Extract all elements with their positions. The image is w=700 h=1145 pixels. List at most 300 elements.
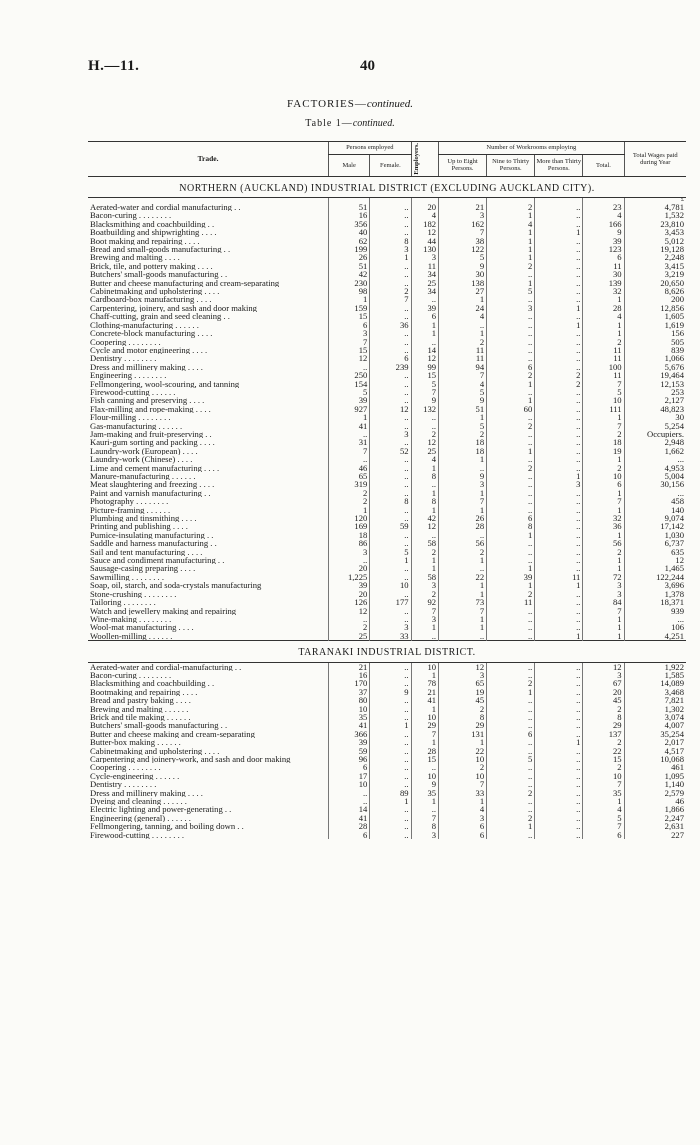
male-cell: .. — [329, 556, 370, 564]
employers-cell: 1 — [411, 489, 438, 497]
up-to-eight-cell: 24 — [439, 304, 487, 312]
up-to-eight-cell: 6 — [439, 831, 487, 839]
wages-cell: 18,371 — [624, 598, 686, 606]
nine-to-thirty-cell: 1 — [487, 279, 535, 287]
table-row — [88, 211, 686, 219]
total-cell: 8 — [583, 713, 624, 721]
table-row — [88, 279, 686, 287]
male-cell: 1 — [329, 295, 370, 303]
wages-cell: 19,464 — [624, 371, 686, 379]
up-to-eight-cell: 7 — [439, 371, 487, 379]
female-cell: .. — [370, 228, 411, 236]
wages-cell: 2,631 — [624, 822, 686, 830]
more-than-thirty-cell: .. — [535, 237, 583, 245]
table-row — [88, 531, 686, 539]
more-than-thirty-cell: .. — [535, 721, 583, 729]
employers-cell: 1 — [411, 738, 438, 746]
up-to-eight-cell: 2 — [439, 338, 487, 346]
nine-to-thirty-cell: .. — [487, 623, 535, 631]
page-number: 40 — [360, 58, 375, 74]
more-than-thirty-cell: 2 — [535, 371, 583, 379]
table-row — [88, 747, 686, 755]
wages-cell: 461 — [624, 763, 686, 771]
table-row — [88, 371, 686, 379]
female-cell: 33 — [370, 632, 411, 641]
workrooms-header: Number of Workrooms employing — [439, 142, 625, 155]
trade-cell: Flour-milling . . . . . . . . — [90, 413, 171, 422]
male-cell: 1 — [329, 413, 370, 421]
wages-cell: 1,302 — [624, 705, 686, 713]
wages-cell: 5,012 — [624, 237, 686, 245]
up-to-eight-cell: 2 — [439, 763, 487, 771]
trade-cell: Tailoring . . . . . . . . — [90, 598, 156, 607]
nine-to-thirty-cell: .. — [487, 662, 535, 671]
employers-cell: 1 — [411, 797, 438, 805]
total-cell: 56 — [583, 539, 624, 547]
table-row — [88, 312, 686, 320]
nine-to-thirty-cell: .. — [487, 615, 535, 623]
more-than-thirty-cell: .. — [535, 396, 583, 404]
employers-cell: 25 — [411, 447, 438, 455]
up-to-eight-cell: 22 — [439, 747, 487, 755]
trade-cell: Cycle-engineering . . . . . . — [90, 771, 180, 781]
total-cell: 5 — [583, 388, 624, 396]
nine-to-thirty-cell: 5 — [487, 287, 535, 295]
total-cell: 123 — [583, 245, 624, 253]
total-header: Total. — [583, 154, 624, 176]
nine-to-thirty-cell: 39 — [487, 573, 535, 581]
more-than-thirty-cell: .. — [535, 671, 583, 679]
up-to-eight-cell: 12 — [439, 662, 487, 671]
female-cell: 1 — [370, 253, 411, 261]
total-cell: 9 — [583, 228, 624, 236]
table-row — [88, 581, 686, 589]
trade-cell: Bread and pastry baking . . . . — [90, 696, 191, 705]
employers-cell: .. — [411, 338, 438, 346]
trade-cell: Photography . . . . . . . . — [90, 497, 169, 506]
trade-cell: Sawmilling . . . . . . . . — [90, 572, 165, 582]
more-than-thirty-cell: .. — [535, 363, 583, 371]
more-than-thirty-cell: .. — [535, 679, 583, 687]
wages-cell: 1,619 — [624, 321, 686, 329]
trade-cell: Dyeing and cleaning . . . . . . — [90, 797, 187, 806]
nine-to-thirty-cell: 6 — [487, 514, 535, 522]
total-cell: 2 — [583, 738, 624, 746]
nine-to-thirty-cell: 11 — [487, 598, 535, 606]
total-cell: 19 — [583, 447, 624, 455]
table-row — [88, 287, 686, 295]
more-than-thirty-cell: .. — [535, 713, 583, 721]
more-than-thirty-cell: .. — [535, 789, 583, 797]
table-row — [88, 763, 686, 771]
more-than-thirty-cell: .. — [535, 253, 583, 261]
trade-cell: Dentistry . . . . . . . . — [90, 780, 157, 789]
up-to-eight-cell: 10 — [439, 772, 487, 780]
male-cell: 159 — [329, 304, 370, 312]
more-than-thirty-cell: .. — [535, 514, 583, 522]
total-cell: 6 — [583, 480, 624, 488]
male-cell: 6 — [329, 763, 370, 771]
table-row — [88, 430, 686, 438]
nine-to-thirty-cell: .. — [487, 772, 535, 780]
more-than-thirty-cell: .. — [535, 464, 583, 472]
total-cell: 2 — [583, 464, 624, 472]
employers-cell: 11 — [411, 262, 438, 270]
total-cell: 29 — [583, 721, 624, 729]
nine-to-thirty-cell: .. — [487, 539, 535, 547]
nine-to-thirty-cell: .. — [487, 831, 535, 839]
up-to-eight-header: Up to Eight Persons. — [439, 154, 487, 176]
male-cell: 3 — [329, 548, 370, 556]
male-cell: 5 — [329, 388, 370, 396]
nine-to-thirty-cell: .. — [487, 489, 535, 497]
female-cell: .. — [370, 564, 411, 572]
employers-cell: 12 — [411, 354, 438, 362]
trade-cell: Pumice-insulating manufacturing . . — [90, 530, 214, 540]
male-cell: 25 — [329, 632, 370, 641]
more-than-thirty-cell: .. — [535, 203, 583, 211]
table-row — [88, 679, 686, 687]
total-cell: 72 — [583, 573, 624, 581]
factories-table — [88, 141, 686, 839]
more-than-thirty-cell: .. — [535, 607, 583, 615]
male-cell: 366 — [329, 730, 370, 738]
male-cell: 199 — [329, 245, 370, 253]
more-than-thirty-header: More than Thirty Persons. — [535, 154, 583, 176]
up-to-eight-cell: 1 — [439, 489, 487, 497]
employers-cell: 8 — [411, 497, 438, 505]
more-than-thirty-cell: .. — [535, 805, 583, 813]
wages-cell: ... — [624, 489, 686, 497]
up-to-eight-cell: 2 — [439, 430, 487, 438]
wages-cell: 1,095 — [624, 772, 686, 780]
table-row — [88, 203, 686, 211]
total-cell: 1 — [583, 556, 624, 564]
total-cell: 1 — [583, 623, 624, 631]
female-cell: 5 — [370, 548, 411, 556]
total-cell: 45 — [583, 696, 624, 704]
trade-cell: Aerated-water and cordial-manufacturing . . — [90, 662, 242, 671]
total-cell: 32 — [583, 287, 624, 295]
more-than-thirty-cell: .. — [535, 598, 583, 606]
trade-cell: Laundry-work (Chinese) . . . . — [90, 455, 193, 464]
table-row — [88, 696, 686, 704]
male-cell: 12 — [329, 607, 370, 615]
male-cell: 46 — [329, 464, 370, 472]
male-cell: .. — [329, 363, 370, 371]
table-row — [88, 721, 686, 729]
up-to-eight-cell: .. — [439, 632, 487, 641]
female-cell: .. — [370, 262, 411, 270]
employers-cell: .. — [411, 295, 438, 303]
wages-cell: 2,948 — [624, 438, 686, 446]
more-than-thirty-cell: .. — [535, 623, 583, 631]
total-cell: 10 — [583, 472, 624, 480]
trade-cell: Aerated-water and cordial manufacturing . . — [90, 203, 241, 212]
employers-cell: 1 — [411, 564, 438, 572]
female-cell: 7 — [370, 295, 411, 303]
nine-to-thirty-cell: 2 — [487, 789, 535, 797]
male-cell: 96 — [329, 755, 370, 763]
trade-cell: Fellmongering, tanning, and boiling down . . — [90, 822, 244, 831]
female-cell: 1 — [370, 721, 411, 729]
nine-to-thirty-cell: 60 — [487, 405, 535, 413]
female-cell: 239 — [370, 363, 411, 371]
total-cell: 11 — [583, 354, 624, 362]
more-than-thirty-cell: .. — [535, 831, 583, 839]
employers-cell: 39 — [411, 304, 438, 312]
trade-cell: Butter and cheese making and cream-separating — [90, 729, 255, 739]
trade-cell: Brewing and malting . . . . — [90, 253, 180, 262]
employers-cell: 10 — [411, 772, 438, 780]
wages-cell: 106 — [624, 623, 686, 631]
female-cell: .. — [370, 755, 411, 763]
employers-cell: 7 — [411, 607, 438, 615]
total-cell: 4 — [583, 805, 624, 813]
nine-to-thirty-cell: 1 — [487, 531, 535, 539]
trade-cell: Brewing and malting . . . . . . — [90, 704, 189, 713]
female-cell: 59 — [370, 522, 411, 530]
nine-to-thirty-cell: .. — [487, 329, 535, 337]
more-than-thirty-cell: .. — [535, 705, 583, 713]
nine-to-thirty-cell: 1 — [487, 396, 535, 404]
male-cell: 31 — [329, 438, 370, 446]
table-row — [88, 822, 686, 830]
female-cell: 9 — [370, 688, 411, 696]
wages-cell: 140 — [624, 506, 686, 514]
trade-cell: Concrete-block manufacturing . . . . — [90, 329, 213, 338]
female-cell: 3 — [370, 430, 411, 438]
nine-to-thirty-cell: 2 — [487, 371, 535, 379]
more-than-thirty-cell: .. — [535, 405, 583, 413]
male-header: Male — [329, 154, 370, 176]
total-cell: 7 — [583, 780, 624, 788]
wages-cell: 12,153 — [624, 380, 686, 388]
trade-cell: Cardboard-box manufacturing . . . . — [90, 295, 212, 304]
trade-header: Trade. — [88, 142, 329, 177]
up-to-eight-cell: 1 — [439, 581, 487, 589]
wages-cell: 3,696 — [624, 581, 686, 589]
nine-to-thirty-cell: 6 — [487, 363, 535, 371]
total-cell: 32 — [583, 514, 624, 522]
male-cell: 10 — [329, 780, 370, 788]
table-row — [88, 730, 686, 738]
more-than-thirty-cell: .. — [535, 329, 583, 337]
total-cell: 7 — [583, 422, 624, 430]
female-cell: 6 — [370, 354, 411, 362]
table-row — [88, 489, 686, 497]
table-row — [88, 253, 686, 261]
more-than-thirty-cell: .. — [535, 497, 583, 505]
up-to-eight-cell: 10 — [439, 755, 487, 763]
trade-cell: Brick, tile, and pottery making . . . . — [90, 261, 213, 271]
total-cell: 39 — [583, 237, 624, 245]
total-cell: 166 — [583, 220, 624, 228]
female-cell: 1 — [370, 797, 411, 805]
female-cell: 89 — [370, 789, 411, 797]
up-to-eight-cell: 5 — [439, 388, 487, 396]
table-row — [88, 262, 686, 270]
wages-cell: 3,219 — [624, 270, 686, 278]
nine-to-thirty-cell: 2 — [487, 262, 535, 270]
up-to-eight-cell: 1 — [439, 413, 487, 421]
wages-cell: 1,662 — [624, 447, 686, 455]
nine-to-thirty-cell: 6 — [487, 730, 535, 738]
nine-to-thirty-cell: .. — [487, 763, 535, 771]
employers-cell: .. — [411, 480, 438, 488]
male-cell: 39 — [329, 738, 370, 746]
male-cell: .. — [329, 430, 370, 438]
female-cell: .. — [370, 388, 411, 396]
more-than-thirty-cell: .. — [535, 287, 583, 295]
female-cell: .. — [370, 747, 411, 755]
male-cell: 927 — [329, 405, 370, 413]
table-row — [88, 632, 686, 641]
more-than-thirty-cell: .. — [535, 338, 583, 346]
table-row — [88, 814, 686, 822]
up-to-eight-cell: 1 — [439, 615, 487, 623]
male-cell: 18 — [329, 531, 370, 539]
employers-cell: 14 — [411, 346, 438, 354]
female-cell: .. — [370, 472, 411, 480]
employers-cell: 41 — [411, 696, 438, 704]
up-to-eight-cell: 7 — [439, 607, 487, 615]
wages-cell: 2,017 — [624, 738, 686, 746]
wages-cell: 5,254 — [624, 422, 686, 430]
table-row — [88, 464, 686, 472]
total-cell: 5 — [583, 814, 624, 822]
trade-cell: Printing and publishing . . . . — [90, 522, 188, 531]
employers-cell: 2 — [411, 548, 438, 556]
wages-cell: 46 — [624, 797, 686, 805]
nine-to-thirty-cell: .. — [487, 295, 535, 303]
up-to-eight-cell: 1 — [439, 797, 487, 805]
table-row — [88, 671, 686, 679]
male-cell: 40 — [329, 228, 370, 236]
table-row — [88, 772, 686, 780]
up-to-eight-cell: 7 — [439, 497, 487, 505]
employers-cell: 35 — [411, 789, 438, 797]
trade-cell: Engineering . . . . . . . . — [90, 371, 167, 380]
employers-cell: 5 — [411, 380, 438, 388]
trade-cell: Dress and millinery making . . . . — [90, 788, 203, 798]
trade-cell: Bacon-curing . . . . . . . . — [90, 211, 172, 220]
male-cell: 41 — [329, 422, 370, 430]
wages-cell: 1,866 — [624, 805, 686, 813]
total-cell: 1 — [583, 321, 624, 329]
wages-cell: 1,585 — [624, 671, 686, 679]
up-to-eight-cell: 131 — [439, 730, 487, 738]
total-cell: 3 — [583, 581, 624, 589]
more-than-thirty-cell: 11 — [535, 573, 583, 581]
total-cell: 4 — [583, 211, 624, 219]
up-to-eight-cell: 1 — [439, 556, 487, 564]
table-row — [88, 522, 686, 530]
trade-cell: Engineering (general) . . . . . . — [90, 813, 191, 823]
nine-to-thirty-cell: .. — [487, 472, 535, 480]
employers-cell: 1 — [411, 671, 438, 679]
employers-cell: 34 — [411, 287, 438, 295]
report-reference: H.—11. — [88, 58, 140, 74]
up-to-eight-cell: 1 — [439, 455, 487, 463]
male-cell: 2 — [329, 497, 370, 505]
up-to-eight-cell: .. — [439, 464, 487, 472]
wages-cell: 12,856 — [624, 304, 686, 312]
male-cell: 126 — [329, 598, 370, 606]
male-cell: 15 — [329, 312, 370, 320]
trade-cell: Kauri-gum sorting and packing . . . . — [90, 438, 215, 447]
female-cell: .. — [370, 607, 411, 615]
trade-cell: Sausage-casing preparing . . . . — [90, 564, 196, 573]
female-cell: 3 — [370, 245, 411, 253]
more-than-thirty-cell: .. — [535, 522, 583, 530]
up-to-eight-cell: 33 — [439, 789, 487, 797]
total-cell: 23 — [583, 203, 624, 211]
trade-cell: Cabinetmaking and upholstering . . . . — [90, 287, 220, 296]
employers-cell: 12 — [411, 438, 438, 446]
wages-cell: 19,128 — [624, 245, 686, 253]
more-than-thirty-cell: .. — [535, 422, 583, 430]
table-row — [88, 329, 686, 337]
total-cell: 15 — [583, 755, 624, 763]
wages-cell: 1,378 — [624, 590, 686, 598]
up-to-eight-cell: 9 — [439, 262, 487, 270]
up-to-eight-cell: 5 — [439, 422, 487, 430]
employers-cell: 8 — [411, 822, 438, 830]
male-cell: 6 — [329, 321, 370, 329]
table-row — [88, 363, 686, 371]
wages-cell: 17,142 — [624, 522, 686, 530]
female-cell: .. — [370, 772, 411, 780]
more-than-thirty-cell: .. — [535, 211, 583, 219]
female-cell: .. — [370, 438, 411, 446]
wages-cell: 5,676 — [624, 363, 686, 371]
nine-to-thirty-cell: .. — [487, 632, 535, 641]
more-than-thirty-cell: .. — [535, 772, 583, 780]
trade-cell: Picture-framing . . . . . . — [90, 505, 171, 515]
employers-cell: 7 — [411, 730, 438, 738]
male-cell: 356 — [329, 220, 370, 228]
female-cell: .. — [370, 270, 411, 278]
more-than-thirty-cell: 1 — [535, 472, 583, 480]
more-than-thirty-cell: .. — [535, 245, 583, 253]
female-cell: .. — [370, 822, 411, 830]
nine-to-thirty-cell: .. — [487, 270, 535, 278]
up-to-eight-cell: 29 — [439, 721, 487, 729]
more-than-thirty-cell: .. — [535, 615, 583, 623]
nine-to-thirty-cell: 1 — [487, 581, 535, 589]
more-than-thirty-cell: .. — [535, 346, 583, 354]
up-to-eight-cell: .. — [439, 531, 487, 539]
total-cell: 2 — [583, 705, 624, 713]
up-to-eight-cell: 8 — [439, 713, 487, 721]
nine-to-thirty-cell: 5 — [487, 755, 535, 763]
trade-cell: Boatbuilding and shipwrighting . . . . — [90, 228, 217, 237]
more-than-thirty-cell: .. — [535, 270, 583, 278]
nine-to-thirty-cell: .. — [487, 805, 535, 813]
more-than-thirty-cell: .. — [535, 262, 583, 270]
female-cell: 36 — [370, 321, 411, 329]
wages-cell: 6,737 — [624, 539, 686, 547]
employers-cell: 10 — [411, 662, 438, 671]
up-to-eight-cell: 21 — [439, 203, 487, 211]
wages-cell: 48,823 — [624, 405, 686, 413]
total-cell: 11 — [583, 371, 624, 379]
employers-cell: 1 — [411, 321, 438, 329]
nine-to-thirty-cell: .. — [487, 696, 535, 704]
trade-cell: Meat slaughtering and freezing . . . . — [90, 480, 215, 489]
table-row — [88, 295, 686, 303]
